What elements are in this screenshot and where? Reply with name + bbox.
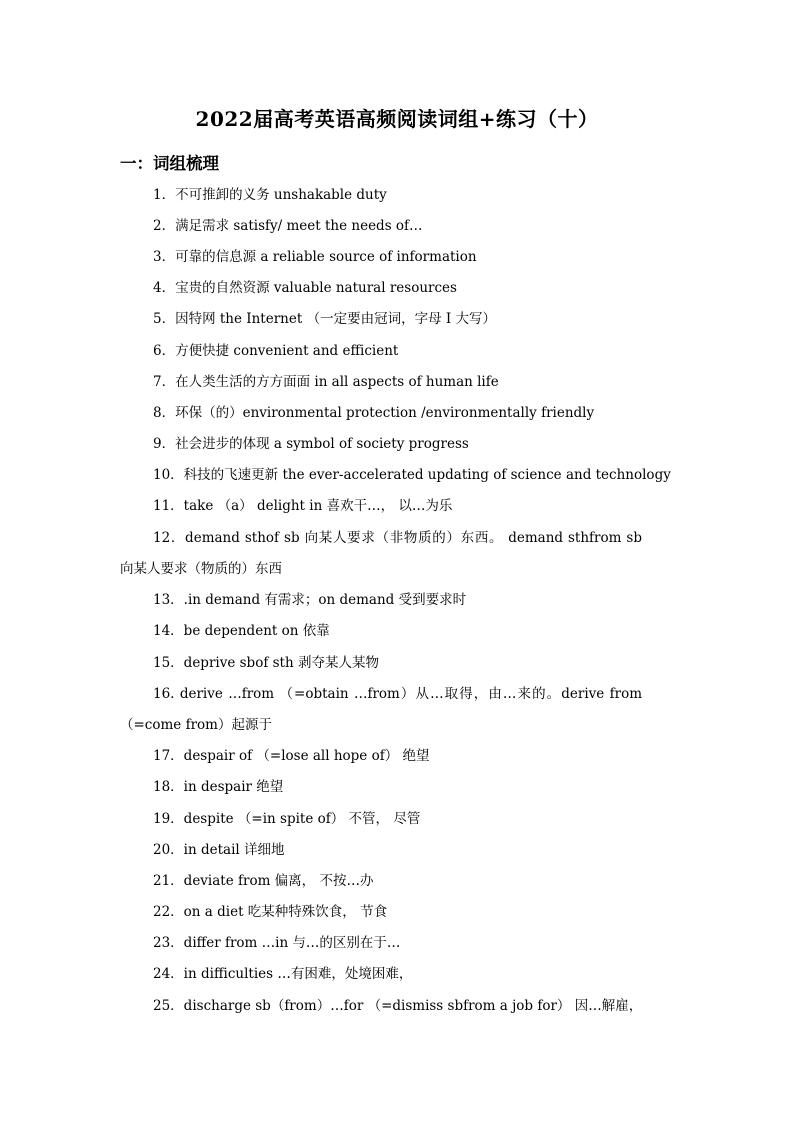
list-item: 10．科技的飞速更新 the ever-accelerated updating of science and technology — [153, 467, 671, 483]
list-item: 14．be dependent on 依靠 — [153, 623, 330, 639]
list-item: 16. derive …from （=obtain …from）从…取得，由…来的。derive from （=come from）起源于 — [120, 686, 642, 733]
list-item: 19．despite （=in spite of） 不管， 尽管 — [153, 811, 421, 827]
list-item: 8．环保（的）environmental protection /environmentally friendly — [153, 405, 595, 421]
list-item: 23．differ from …in 与…的区别在于… — [153, 935, 401, 951]
list-item: 21．deviate from 偏离， 不按…办 — [153, 873, 374, 889]
list-item: 5．因特网 the Internet （一定要由冠词，字母 I 大写） — [153, 311, 496, 327]
list-item: 25．discharge sb（from）…for （=dismiss sbfrom a job for） 因…解雇， — [153, 998, 643, 1014]
list-item: 18．in despair 绝望 — [153, 779, 284, 795]
list-item: 17．despair of （=lose all hope of） 绝望 — [153, 748, 430, 764]
document-title: 2022届高考英语高频阅读词组+练习（十） — [195, 107, 599, 131]
list-item: 7．在人类生活的方方面面 in all aspects of human life — [153, 374, 499, 390]
list-item: 24．in difficulties …有困难，处境困难， — [153, 966, 413, 982]
list-item: 4．宝贵的自然资源 valuable natural resources — [153, 280, 457, 296]
list-item: 2．满足需求 satisfy/ meet the needs of… — [153, 218, 423, 234]
list-item: 20．in detail 详细地 — [153, 842, 285, 858]
list-item: 3．可靠的信息源 a reliable source of information — [153, 249, 477, 265]
list-item: 11．take （a） delight in 喜欢干…， 以…为乐 — [153, 498, 453, 514]
section-heading: 一：词组梳理 — [120, 154, 219, 173]
list-item: 9．社会进步的体现 a symbol of society progress — [153, 436, 469, 452]
list-item: 13．.in demand 有需求；on demand 受到要求时 — [153, 592, 467, 608]
list-item: 1．不可推卸的义务 unshakable duty — [153, 187, 387, 203]
list-item: 22．on a diet 吃某种特殊饮食， 节食 — [153, 904, 388, 920]
list-item: 6．方便快捷 convenient and efficient — [153, 343, 399, 359]
list-item: 15．deprive sbof sth 剥夺某人某物 — [153, 655, 379, 671]
list-item: 12．demand sthof sb 向某人要求（非物质的）东西。 demand sthfrom sb 向某人要求（物质的）东西 — [120, 530, 642, 577]
